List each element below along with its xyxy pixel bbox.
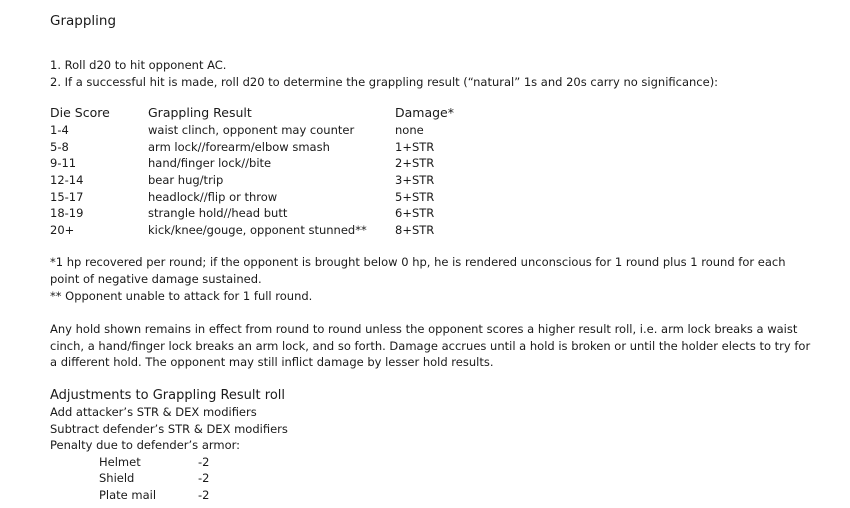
table-row xyxy=(50,139,820,156)
armor-penalty-row xyxy=(50,487,820,504)
table-header xyxy=(50,104,820,121)
damage: none xyxy=(395,123,424,138)
adjustments-list xyxy=(50,404,820,504)
adjustments-title: Adjustments to Grappling Result roll xyxy=(50,387,285,403)
footnotes xyxy=(50,254,820,304)
steps-list xyxy=(50,57,820,90)
grappling-result: kick/knee/gouge, opponent stunned** xyxy=(148,222,367,237)
armor-penalty: -2 xyxy=(198,487,210,502)
grappling-result: headlock//flip or throw xyxy=(148,189,278,204)
die-score: 18-19 xyxy=(50,206,84,221)
armor-penalty-row xyxy=(50,470,820,487)
grappling-result: arm lock//forearm/elbow smash xyxy=(148,139,330,154)
die-score: 12-14 xyxy=(50,172,84,187)
damage: 3+STR xyxy=(395,172,435,187)
armor-penalty: -2 xyxy=(198,454,210,469)
damage: 1+STR xyxy=(395,139,435,154)
header-damage: Damage* xyxy=(395,105,454,121)
step-1: 1. Roll d20 to hit opponent AC. xyxy=(50,58,227,72)
grappling-result: bear hug/trip xyxy=(148,172,224,187)
damage: 5+STR xyxy=(395,189,435,204)
footnote-2: ** Opponent unable to attack for 1 full round. xyxy=(50,288,313,303)
adjustment-line: Subtract defender’s STR & DEX modifiers xyxy=(50,421,288,436)
header-die-score: Die Score xyxy=(50,105,110,121)
die-score: 1-4 xyxy=(50,123,69,138)
footnote-1: *1 hp recovered per round; if the opponent is brought below 0 hp, he is rendered unconscious for 1 round plus 1 round for each point of negative damage sustained. xyxy=(50,255,786,286)
die-score: 5-8 xyxy=(50,139,69,154)
adjustment-line: Penalty due to defender’s armor: xyxy=(50,438,241,453)
header-grappling-result: Grappling Result xyxy=(148,105,252,121)
table-row xyxy=(50,205,820,222)
table-row xyxy=(50,172,820,189)
die-score: 9-11 xyxy=(50,156,77,171)
armor-name: Helmet xyxy=(99,454,141,469)
section-title: Grappling xyxy=(50,13,117,29)
grappling-table xyxy=(50,104,820,238)
table-row xyxy=(50,222,820,239)
damage: 8+STR xyxy=(395,222,435,237)
step-2: 2. If a successful hit is made, roll d20 to determine the grappling result (“natural” 1s and 20s carry no significance): xyxy=(50,74,719,89)
armor-name: Plate mail xyxy=(99,487,157,502)
damage: 6+STR xyxy=(395,206,435,221)
grappling-result: hand/finger lock//bite xyxy=(148,156,272,171)
armor-penalty-row xyxy=(50,454,820,471)
hold-rules-paragraph: Any hold shown remains in effect from round to round unless the opponent scores a higher result roll, i.e. arm lock breaks a waist cinch, a hand/finger lock breaks an arm lock, and so forth. Damage accrues until a hold is broken or until the holder elects to try for a different hold. The opponent may still inflict damage by lesser hold results. xyxy=(50,322,811,370)
table-row xyxy=(50,189,820,206)
document-page xyxy=(50,0,820,503)
table-row xyxy=(50,122,820,139)
grappling-result: waist clinch, opponent may counter xyxy=(148,123,355,138)
adjustment-line: Add attacker’s STR & DEX modifiers xyxy=(50,404,257,419)
damage: 2+STR xyxy=(395,156,435,171)
die-score: 15-17 xyxy=(50,189,84,204)
die-score: 20+ xyxy=(50,222,75,237)
armor-name: Shield xyxy=(99,471,135,486)
table-row xyxy=(50,155,820,172)
armor-penalty: -2 xyxy=(198,471,210,486)
grappling-result: strangle hold//head butt xyxy=(148,206,288,221)
